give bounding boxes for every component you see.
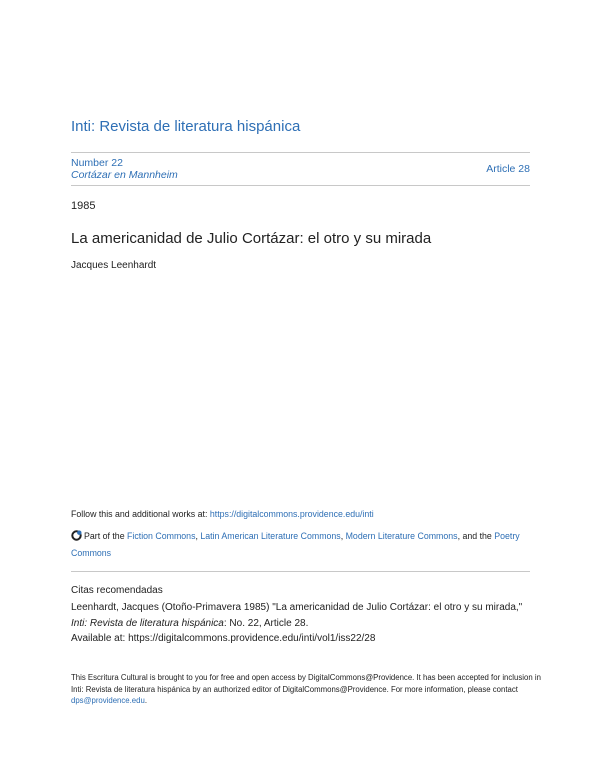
article-number-link[interactable]: Article 28 xyxy=(486,163,530,175)
follow-prefix: Follow this and additional works at: xyxy=(71,509,210,519)
issue-number-link[interactable]: Number 22 xyxy=(71,157,123,169)
article-title: La americanidad de Julio Cortázar: el otro y su mirada xyxy=(71,230,432,247)
part-of-prefix: Part of the xyxy=(84,531,128,541)
article-author: Jacques Leenhardt xyxy=(71,260,157,271)
citation-journal: Inti: Revista de literatura hispánica xyxy=(71,617,224,629)
follow-url-link[interactable]: https://digitalcommons.providence.edu/inti xyxy=(209,509,374,519)
separator: , xyxy=(195,531,201,541)
modern-literature-commons-link[interactable]: Modern Literature Commons xyxy=(345,531,458,541)
issue-subtitle-link[interactable]: Cortázar en Mannheim xyxy=(71,169,178,181)
publication-year: 1985 xyxy=(71,200,96,212)
header-divider-bottom xyxy=(71,185,530,186)
footer-notice xyxy=(71,672,541,707)
issue-info xyxy=(71,157,178,181)
citation-issue: : No. 22, Article 28. xyxy=(223,617,309,629)
follow-line xyxy=(71,509,374,519)
poetry-commons-link[interactable]: Poetry Commons xyxy=(71,531,520,558)
fiction-commons-link[interactable]: Fiction Commons xyxy=(127,531,196,541)
citation-available-at: Available at: https://digitalcommons.providence.edu/inti/vol1/iss22/28 xyxy=(71,633,376,644)
footer-text: This Escritura Cultural is brought to you for free and open access by DigitalCommons@Providence. It has been accepted for inclusion in Inti: Revista de literatura hispánica by an authorized editor of DigitalCommons@Providence. For more information, please contact xyxy=(71,673,541,694)
citation-divider xyxy=(71,571,530,572)
latin-american-literature-commons-link[interactable]: Latin American Literature Commons xyxy=(200,531,341,541)
footer-end: . xyxy=(144,696,147,705)
citation-text xyxy=(71,600,533,647)
part-of-commons xyxy=(71,529,541,561)
citation-line: Leenhardt, Jacques (Otoño-Primavera 1985) "La americanidad de Julio Cortázar: el otro y su mirada," xyxy=(71,602,523,613)
header-divider-top xyxy=(71,152,530,153)
journal-title[interactable]: Inti: Revista de literatura hispánica xyxy=(71,118,301,135)
contact-email-link[interactable]: dps@providence.edu xyxy=(71,696,145,705)
and-the-text: , and the xyxy=(457,531,495,541)
citation-heading: Citas recomendadas xyxy=(71,585,163,596)
digital-commons-network-icon xyxy=(71,530,82,546)
separator: , xyxy=(340,531,346,541)
